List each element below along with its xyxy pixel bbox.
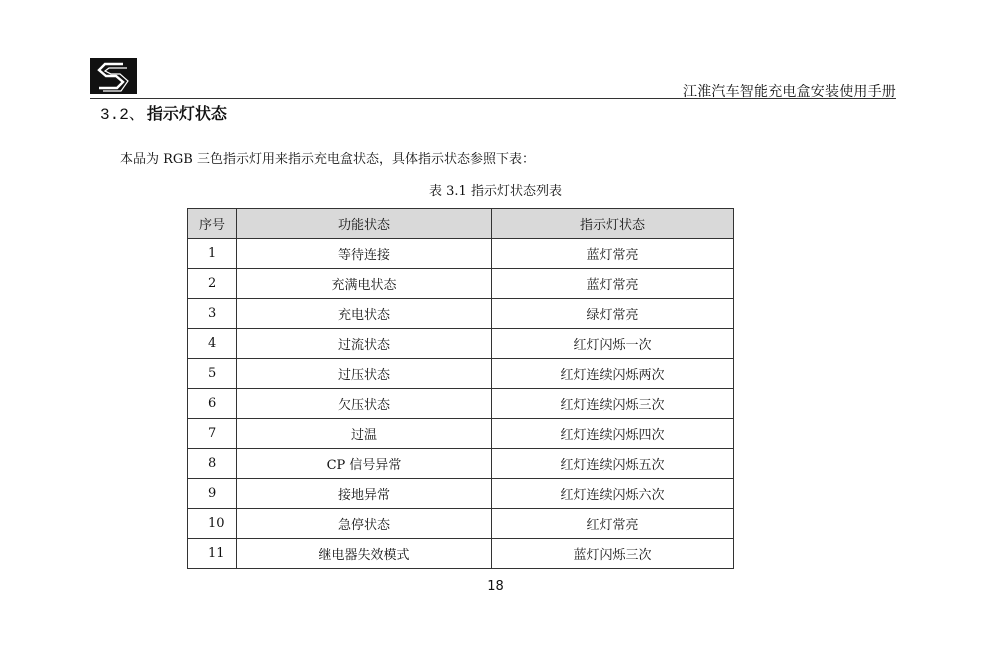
row-number: 3 (188, 299, 237, 329)
row-function: 急停状态 (237, 509, 492, 539)
row-function: 过温 (237, 419, 492, 449)
row-number: 5 (188, 359, 237, 389)
table-row (188, 329, 734, 359)
row-function: CP 信号异常 (237, 449, 492, 479)
row-number: 7 (188, 419, 237, 449)
row-number: 11 (188, 539, 237, 569)
row-number: 4 (188, 329, 237, 359)
row-number: 9 (188, 479, 237, 509)
row-function: 欠压状态 (237, 389, 492, 419)
row-function: 过压状态 (237, 359, 492, 389)
section-heading (100, 101, 227, 124)
row-indicator: 蓝灯闪烁三次 (492, 539, 734, 569)
row-indicator: 红灯连续闪烁两次 (492, 359, 734, 389)
row-indicator: 红灯闪烁一次 (492, 329, 734, 359)
row-number: 8 (188, 449, 237, 479)
table-row (188, 479, 734, 509)
row-indicator: 红灯连续闪烁六次 (492, 479, 734, 509)
row-indicator: 红灯常亮 (492, 509, 734, 539)
row-indicator: 蓝灯常亮 (492, 239, 734, 269)
table-row (188, 509, 734, 539)
row-number: 6 (188, 389, 237, 419)
row-indicator: 红灯连续闪烁五次 (492, 449, 734, 479)
section-title: 指示灯状态 (146, 104, 227, 123)
table-row (188, 539, 734, 569)
table-row (188, 359, 734, 389)
table-row (188, 239, 734, 269)
row-indicator: 蓝灯常亮 (492, 269, 734, 299)
row-number: 1 (188, 239, 237, 269)
column-header-function: 功能状态 (237, 209, 492, 239)
row-function: 充满电状态 (237, 269, 492, 299)
page-number: 18 (487, 579, 504, 594)
document-header-title: 江淮汽车智能充电盒安装使用手册 (683, 84, 896, 100)
table-row (188, 299, 734, 329)
table-row (188, 449, 734, 479)
table-header-row (188, 209, 734, 239)
row-indicator: 绿灯常亮 (492, 299, 734, 329)
company-logo-icon (90, 58, 137, 94)
row-function: 继电器失效模式 (237, 539, 492, 569)
row-function: 接地异常 (237, 479, 492, 509)
row-function: 充电状态 (237, 299, 492, 329)
column-header-number: 序号 (188, 209, 237, 239)
row-indicator: 红灯连续闪烁三次 (492, 389, 734, 419)
row-function: 等待连接 (237, 239, 492, 269)
column-header-indicator: 指示灯状态 (492, 209, 734, 239)
indicator-status-table (187, 208, 734, 569)
header-divider (90, 98, 896, 99)
intro-paragraph: 本品为 RGB 三色指示灯用来指示充电盒状态，具体指示状态参照下表： (120, 152, 535, 167)
row-indicator: 红灯连续闪烁四次 (492, 419, 734, 449)
section-number: 3.2、 (100, 106, 145, 124)
row-number: 10 (188, 509, 237, 539)
row-function: 过流状态 (237, 329, 492, 359)
table-row (188, 269, 734, 299)
table-caption: 表 3.1 指示灯状态列表 (429, 184, 562, 199)
row-number: 2 (188, 269, 237, 299)
table-row (188, 389, 734, 419)
table-row (188, 419, 734, 449)
